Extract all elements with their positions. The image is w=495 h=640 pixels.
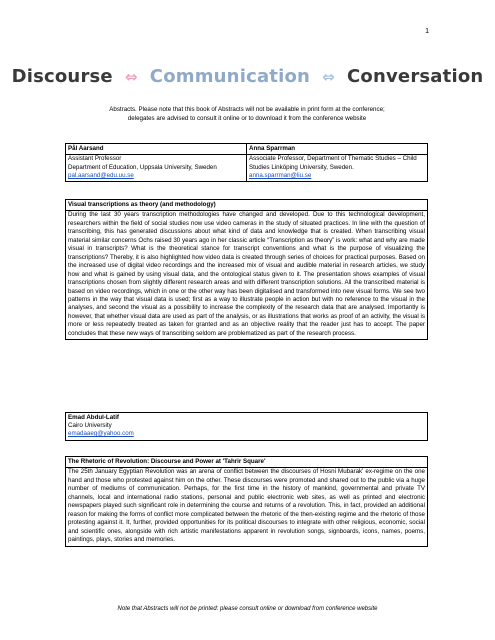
banner-word-discourse: Discourse — [11, 66, 113, 87]
abstract-text: The 25th January Egyptian Revolution was an arena of conflict between the discourses of Hosni Mubarak' ex-regime on the one hand and those who protested against him on the other. These discourses were promoted and shared out to the public via a huge number of mediums of communication. Perhaps, for the first time in the history of mankind, governmental and private TV channels, local and international radio stations, personal and public electronic web sites, as well as printed and electronic newspapers played such significant role in determining the course and returns of a revolution. This, in fact, provided an additional reason for making the forms of conflict more complicated between the rhetoric of the then-existing regime and the rhetoric of those protesting against it. It, further, provided opportunities for its political discourses to integrate with other religious, economic, social and scientific ones, alongside with rich artistic manifestations apparent in revolution songs, signboards, icons, names, poems, paintings, plays, stories and memories. — [68, 468, 425, 544]
abstract-block — [65, 199, 428, 340]
abstract-title: Visual transcriptions as theory (and methodology) — [66, 200, 427, 211]
abstract-text: During the last 30 years transcription methodologies have changed and developed. Due to this technological development, researchers within the field of social studies now use video cameras in the study of situated practices. In line with the question of transcribing, this has generated discussions about what kind of data and knowledge that is created. When transcribing visual material similar concerns Ochs raised 30 years ago in her classic article “Transcription as theory” is work: what and why are made visual in transcripts? What is the theoretical stance for transcript conventions and what is the purpose of visualizing the transcriptions? Thereby, it is also highlighted how video data is created through series of choices for practical purposes. Based on the increased use of digital video recordings and the increased mix of visual and audible material in research articles, we study how and what is gained by using visual data, and the ontological status given to it. The presentation shows examples of visual transcriptions chosen from slightly different research areas and with different transcription solutions. All the transcribed material is based on video recordings, which in one or the other way has been digitalised and transformed into new visual forms. We see two patterns in the way that visual data is used; first as a way to illustrate people in action but with no reference to the visual in the analyses, and second the visual as a possibility to increase the complexity of the research data that are analysed. Importantly is however, that whether visual data are used as part of the analysis, or as illustrations that works as proof of an activity, the visual is more or less repeatedly treated as taken for granted and as an objective reality that the reader just has to accept. The paper concludes that these new ways of transcribing seldom are problematized as part of the research process. — [68, 211, 425, 337]
author-email-link[interactable]: anna.sparrman@liu.se — [249, 171, 312, 179]
double-arrow-icon: ⇔ — [322, 68, 335, 86]
intro-note — [62, 105, 432, 123]
author-role: Assistant Professor — [68, 155, 122, 163]
author-affiliation: Cairo University — [68, 421, 112, 429]
banner-word-conversation: Conversation — [346, 66, 484, 87]
author-details — [66, 413, 427, 440]
intro-line-2: delegates are advised to consult it online or to download it from the conference website — [127, 115, 367, 122]
author-details — [66, 154, 247, 181]
authors-table — [65, 143, 428, 182]
abstract-block — [65, 456, 428, 547]
double-arrow-icon: ⇔ — [124, 68, 138, 86]
abstract-body — [66, 468, 427, 546]
author-details — [247, 154, 428, 181]
author-email-link[interactable]: emadaaeg@yahoo.com — [68, 430, 134, 438]
footer-note: Note that Abstracts will not be printed: please consult online or download from conference website — [117, 606, 378, 612]
author-affiliation: Department of Education, Uppsala University, Sweden — [68, 163, 217, 171]
page-number: 1 — [425, 28, 429, 35]
author-block — [65, 412, 428, 441]
author-name: Pål Aarsand — [66, 144, 247, 155]
intro-line-1: Abstracts. Please note that this book of Abstracts will not be available in print form at the conference; — [109, 106, 385, 113]
author-role: Associate Professor, Department of Thematic Studies – Child Studies Linköping University, Sweden. — [249, 155, 417, 171]
banner-word-communication: Communication — [149, 66, 311, 87]
abstract-title: The Rhetoric of Revolution: Discourse and Power at 'Tahrir Square' — [66, 457, 427, 468]
author-name: Emad Abdul-Latif — [68, 413, 119, 421]
conference-banner — [0, 66, 495, 87]
abstract-body — [66, 211, 427, 339]
author-email-link[interactable]: pal.aarsand@edu.uu.se — [68, 171, 134, 179]
author-name: Anna Sparrman — [247, 144, 428, 155]
